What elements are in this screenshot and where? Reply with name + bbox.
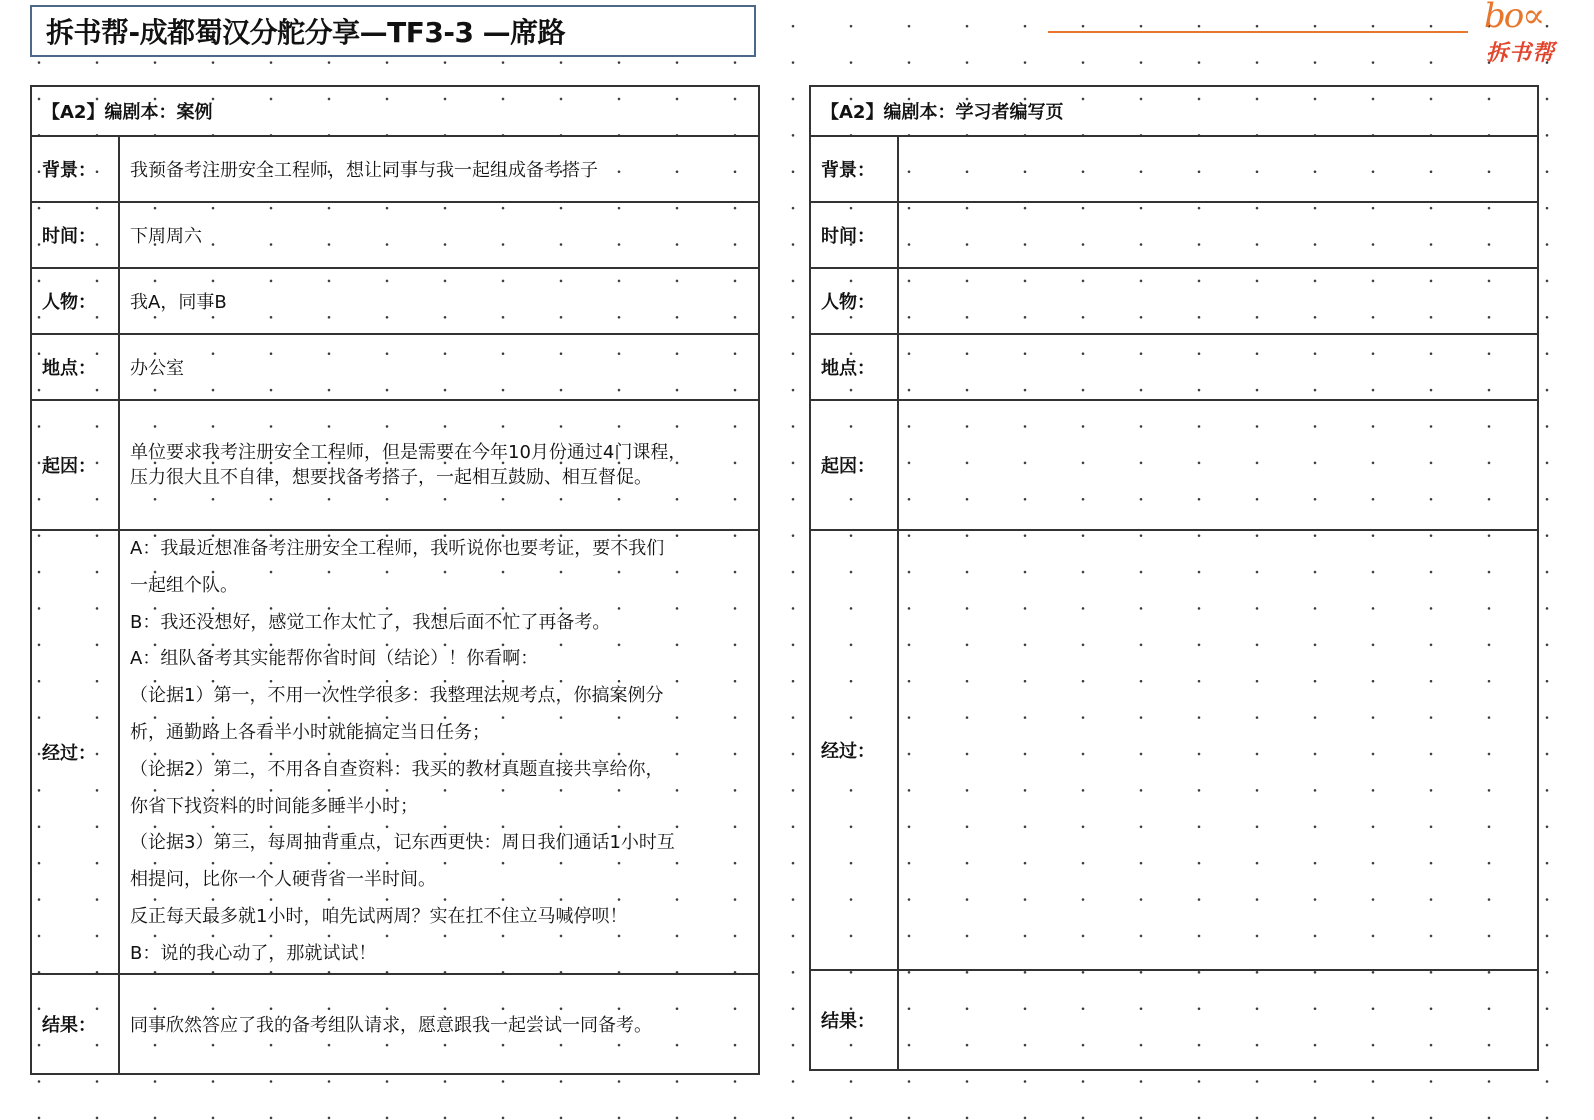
dialogue-line: 析，通勤路上各看半小时就能搞定当日任务； [130,721,490,743]
cause-line: 单位要求我考注册安全工程师，但是需要在今年10月份通过4门课程， [130,442,687,463]
cause-value [119,400,759,530]
learner-background-field[interactable] [898,136,1538,202]
dialogue-line: （论据3）第三，每周抽背重点，记东西更快：周日我们通话1小时互 [130,832,675,854]
learner-time-label: 时间： [810,202,898,268]
process-label: 经过： [31,530,119,974]
learner-location-field[interactable] [898,334,1538,400]
learner-result-field[interactable] [898,970,1538,1070]
people-value: 我A，同事B [119,268,759,334]
learner-location-label: 地点： [810,334,898,400]
learner-process-field[interactable] [898,530,1538,970]
learner-result-label: 结果： [810,970,898,1070]
process-value [119,530,759,974]
result-value: 同事欣然答应了我的备考组队请求，愿意跟我一起尝试一同备考。 [119,974,759,1074]
brand-logo [1478,0,1578,70]
dialogue-line: A：组队备考其实能帮你省时间（结论）！你看啊： [130,648,539,670]
page-title: 拆书帮-成都蜀汉分舵分享—TF3-3 —席路 [46,16,566,49]
learner-people-label: 人物： [810,268,898,334]
dialogue-line: 相提问，比你一个人硬背省一半时间。 [130,869,436,891]
dialogue-line: B：我还没想好，感觉工作太忙了，我想后面不忙了再备考。 [130,611,611,633]
location-label: 地点： [31,334,119,400]
dialogue-line: 你省下找资料的时间能多睡半小时； [130,795,418,817]
time-label: 时间： [31,202,119,268]
learner-time-field[interactable] [898,202,1538,268]
dialogue-line: （论据1）第一，不用一次性学很多：我整理法规考点，你搞案例分 [130,685,664,707]
page-title-box [30,5,756,57]
dialogue-line: A：我最近想准备考注册安全工程师，我听说你也要考证，要不我们 [130,538,665,559]
logo-divider-line [1048,31,1468,33]
dialogue-line: B：说的我心动了，那就试试！ [130,942,377,964]
learner-background-label: 背景： [810,136,898,202]
logo-text: 拆书帮 [1486,41,1556,66]
dialogue-line: 一起组个队。 [130,574,238,596]
learner-cause-label: 起因： [810,400,898,530]
dialogue-line: 反正每天最多就1小时，咱先试两周？实在扛不住立马喊停呗！ [130,905,628,927]
logo-script: bo∝ [1484,0,1544,36]
learner-people-field[interactable] [898,268,1538,334]
result-label: 结果： [31,974,119,1074]
learner-table-header: 【A2】编剧本：学习者编写页 [810,86,1538,136]
cause-label: 起因： [31,400,119,530]
people-label: 人物： [31,268,119,334]
learner-process-label: 经过： [810,530,898,970]
dialogue-line: （论据2）第二，不用各自查资料：我买的教材真题直接共享给你， [130,758,664,780]
example-table-header: 【A2】编剧本：案例 [31,86,759,136]
background-value: 我预备考注册安全工程师，想让同事与我一起组成备考搭子 [119,136,759,202]
time-value: 下周周六 [119,202,759,268]
learner-writing-table [809,85,1539,1071]
learner-cause-field[interactable] [898,400,1538,530]
background-label: 背景： [31,136,119,202]
cause-line: 压力很大且不自律，想要找备考搭子，一起相互鼓励、相互督促。 [130,467,652,488]
location-value: 办公室 [119,334,759,400]
example-script-table [30,85,760,1075]
